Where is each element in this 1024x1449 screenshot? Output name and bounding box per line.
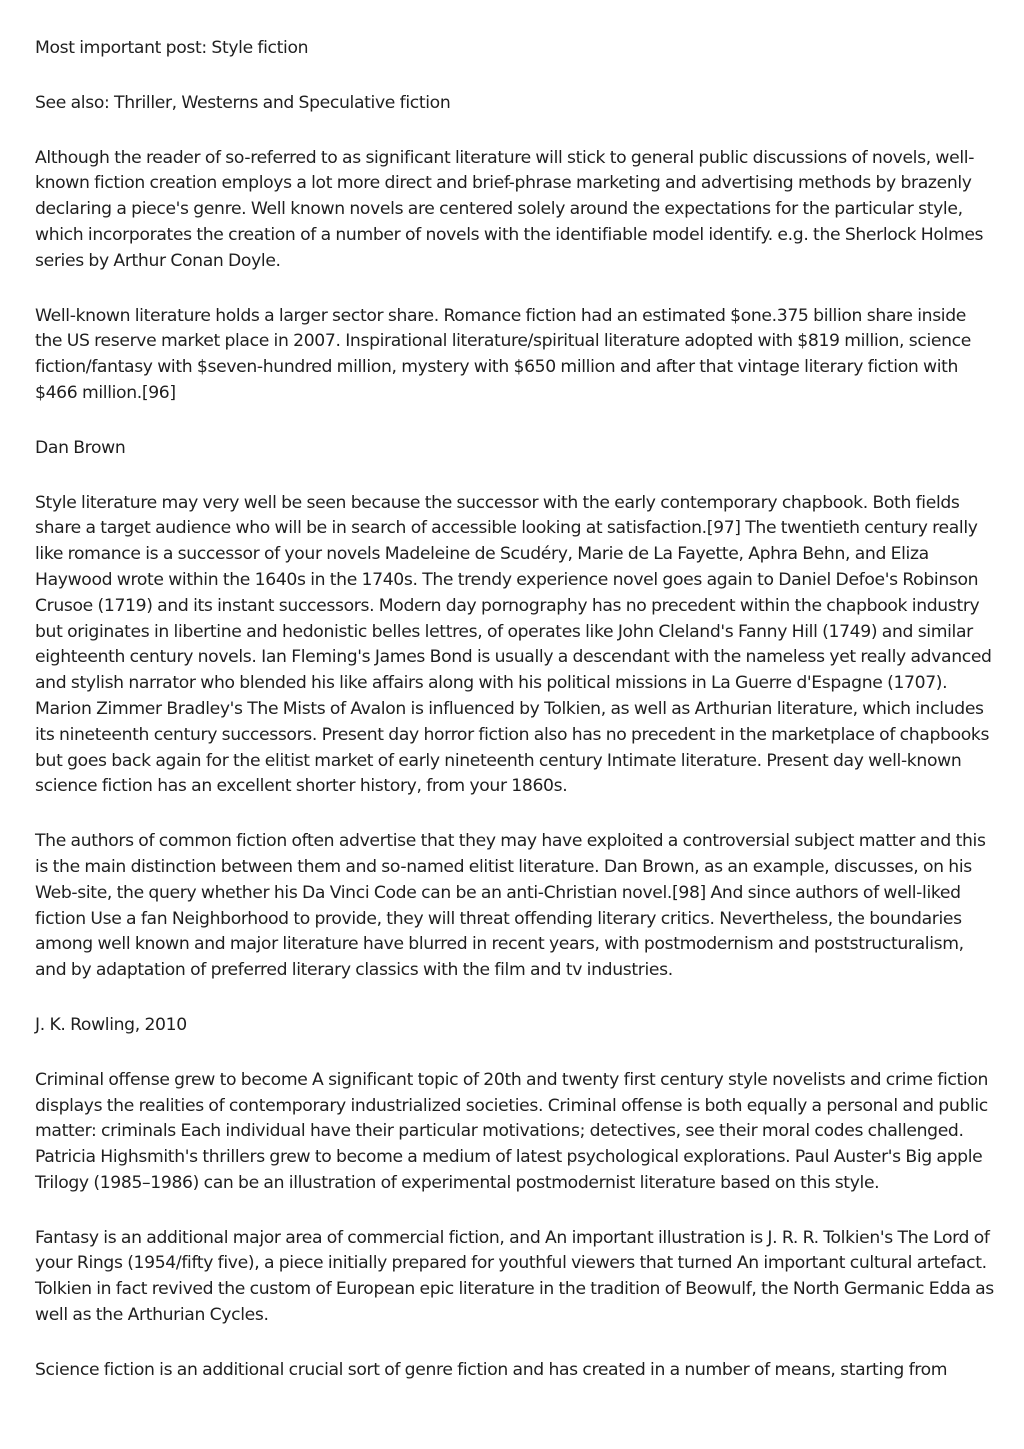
paragraph-controversial-subjects: The authors of common fiction often advertise that they may have exploited a controversial subject matter and this is the main distinction between them and so-named elitist literature. Dan Brown, as an example, discusses, on his Web-site, the query whether his Da Vinci Code can be an anti-Christian novel.[98] And since authors of well-liked fiction Use a fan Neighborhood to provide, they will threat offending literary critics. Nevertheless, the boundaries among well known and major literature have blurred in recent years, with postmodernism and poststructuralism, and by adaptation of preferred literary classics with the film and tv industries. [35, 831, 986, 981]
image-caption-dan-brown: Dan Brown [35, 437, 126, 458]
image-caption-rowling: J. K. Rowling, 2010 [35, 1014, 187, 1035]
paragraph-crime-fiction: Criminal offense grew to become A significant topic of 20th and twenty first century style novelists and crime fiction displays the realities of contemporary industrialized societies. Criminal offense is both equally a personal and public matter: criminals Each individual have their particular motivations; detectives, see their moral codes challenged. Patricia Highsmith's thrillers grew to become a medium of latest psychological explorations. Paul Auster's Big apple Trilogy (1985–1986) can be an illustration of experimental postmodernist literature based on this style. [35, 1069, 989, 1193]
paragraph-fantasy: Fantasy is an additional major area of commercial fiction, and An important illustration is J. R. R. Tolkien's The Lord of your Rings (1954/fifty five), a piece initially prepared for youthful viewers that turned An important cultural artefact. Tolkien in fact revived the custom of European epic literature in the tradition of Beowulf, the North Germanic Edda as well as the Arthurian Cycles. [35, 1227, 994, 1326]
paragraph-market-share: Well-known literature holds a larger sector share. Romance fiction had an estimated $one.375 billion share inside the US reserve market place in 2007. Inspirational literature/spiritual literature adopted with $819 million, science fiction/fantasy with $seven-hundred million, mystery with $650 million and after that vintage literary fiction with $466 million.[96] [35, 305, 971, 403]
paragraph-chapbook-history: Style literature may very well be seen because the successor with the early contemporary chapbook. Both fields share a target audience who will be in search of accessible looking at satisfaction.[97] The twentieth century really like romance is a successor of your novels Madeleine de Scudéry, Marie de La Fayette, Aphra Behn, and Eliza Haywood wrote within the 1640s in the 1740s. The trendy experience novel goes again to Daniel Defoe's Robinson Crusoe (1719) and its instant successors. Modern day pornography has no precedent within the chapbook industry but originates in libertine and hedonistic belles lettres, of operates like John Cleland's Fanny Hill (1749) and similar eighteenth century novels. Ian Fleming's James Bond is usually a descendant with the nameless yet really advanced and stylish narrator who blended his like affairs along with his political missions in La Guerre d'Espagne (1707). Marion Zimmer Bradley's The Mists of Avalon is influenced by Tolkien, as well as Arthurian literature, which includes its nineteenth century successors. Present day horror fiction also has no precedent in the marketplace of chapbooks but goes back again for the elitist market of early nineteenth century Intimate literature. Present day well-known science fiction has an excellent shorter history, from your 1860s. [35, 492, 992, 797]
see-also-line: See also: Thriller, Westerns and Speculative fiction [35, 92, 451, 113]
document-body [35, 36, 995, 1413]
paragraph-science-fiction: Science fiction is an additional crucial sort of genre fiction and has created in a number of means, starting from [35, 1359, 948, 1380]
main-article-line: Most important post: Style fiction [35, 38, 309, 58]
paragraph-genre-marketing: Although the reader of so-referred to as significant literature will stick to general public discussions of novels, well-known fiction creation employs a lot more direct and brief-phrase marketing and advertising methods by brazenly declaring a piece's genre. Well known novels are centered solely around the expectations for the particular style, which incorporates the creation of a number of novels with the identifiable model identify. e.g. the Sherlock Holmes series by Arthur Conan Doyle. [35, 147, 984, 271]
